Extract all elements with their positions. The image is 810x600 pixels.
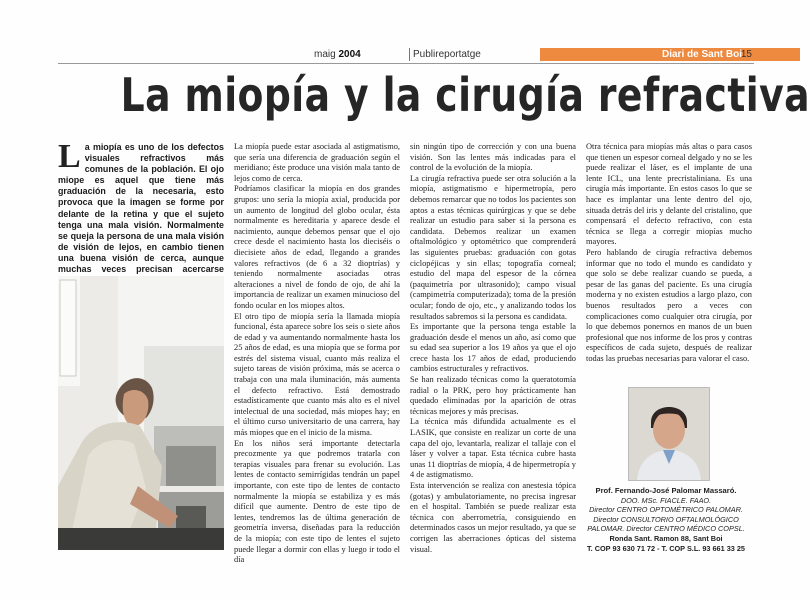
paragraph: Se han realizado técnicas como la queratotomía radial o la PRK, pero hoy prácticamente han quedado eliminadas por la aparición de otras técnicas mejores y más precisas. — [410, 375, 576, 416]
clinic-phones: T. COP 93 630 71 72 - T. COP S.L. 93 661 33 25 — [587, 543, 745, 553]
page-header — [58, 46, 754, 64]
paragraph: Otra técnica para miopías más altas o para casos que tienen un espesor corneal delgado y no se les puede realizar el láser, es el implante de una lente ICL, una lente precristaliniana. Es una cirugía más importante. En estos casos lo que se hace es implantar una lente dentro del ojo, situada detrás del iris y delante del cristalino, que compensará el defecto refractivo, con esta técnica se llega a corregir miopías mucho mayores. — [586, 142, 752, 247]
section-label: Publireportatge — [413, 49, 481, 60]
paragraph: sin ningún tipo de corrección y con una buena visión. Son las lentes más indicadas para el control de la evolución de la miopía. — [410, 142, 576, 173]
author-role-2: Director CONSULTORIO OFTALMOLÓGICO — [593, 514, 739, 524]
drop-cap: L — [58, 138, 81, 175]
paragraph: La miopía puede estar asociada al astigmatismo, que sería una diferencia de graduación según el meridiano; éste produce una visión mala tanto de lejos como de cerca. — [234, 142, 400, 183]
author-credentials: DOO. MSc. FIACLE. FAAO. — [620, 495, 712, 505]
article-column-4 — [586, 142, 752, 380]
issue-date — [314, 49, 361, 60]
author-role-1: Director CENTRO OPTOMÉTRICO PALOMAR. — [589, 505, 743, 515]
article-column-2 — [234, 142, 400, 565]
paragraph: En los niños será importante detectarla precozmente ya que podremos tratarla con terapias visuales para frenar su evolución. Las lentes de contacto semirrígidas tendrán un papel importante, con este tipo de lentes de contacto normalmente la miopía se estabiliza y es más difícil que aumente. Dentro de este tipo de lentes, tendremos las de última generación de geometría inversa, diseñadas para la reducción de la miopía; con este tipo de lentes el sujeto puede llegar a dormir con ellas y luego ir todo el día — [234, 438, 400, 565]
paragraph: Podríamos clasificar la miopía en dos grandes grupos: uno sería la miopía axial, producida por un aumento de longitud del globo ocular, ésta normalmente es hereditaria y aparece desde el nacimiento, aunque debemos pensar que el ojo crece desde el nacimiento hasta los dieciséis o diecisiete años de edad, llegando a grandes valores refractivos (de 6 a 32 dioptrías) y teniendo normalmente asociadas otras alteraciones a nivel de fondo de ojo, de ahí la importancia de realizar un examen minucioso del fondo ocular en los miopes altos. — [234, 184, 400, 310]
paragraph: El otro tipo de miopía sería la llamada miopía funcional, ésta aparece sobre los seis o siete años de edad y va aumentando normalmente hasta los 25 años de edad, es una miopía que se forma por estrés del sistema visual, cuanto más realiza el sujeto tareas de visión próxima, más se acerca o trabaja con una mala iluminación, más aumenta el defecto refractivo. Está demostrado estadísticamente que cuanto más alto es el nivel intelectual de una sociedad, más miopes hay; en el último curso universitario de una carrera, hay más miopes que en el inicio de la misma. — [234, 311, 400, 438]
paragraph: La técnica más difundida actualmente es el LASIK, que consiste en realizar un corte de una capa del ojo, levantarla, realizar el tallaje con el láser y volver a tapar. Esta técnica cubre hasta unas 11 dioptrías de miopía, 4 de hipermetropía y 4 de astigmatismo. — [410, 417, 576, 480]
header-rule — [58, 63, 754, 64]
issue-year: 2004 — [338, 49, 361, 60]
author-name: Prof. Fernando-José Palomar Massaró. — [595, 486, 737, 495]
eye-exam-photo — [58, 276, 224, 550]
header-divider — [409, 48, 410, 61]
lead-text: a miopía es uno de los defectos visuales refractivos más comunes de la población. El ojo miope es aquel que tiene más graduación de la necesaria, esto provoca que la imagen se forme por delante de la retina y que el sujeto tenga una mala visión. Normalmente se queja la persona de una mala visión de visión de lejos, en cambio tienen una buena visión de cerca, aunque muchas veces precisan acercarse — [58, 142, 224, 275]
author-portrait-photo — [628, 387, 710, 481]
issue-month: maig — [314, 49, 336, 60]
author-role-3: PALOMAR. Director CENTRO MÉDICO COPSL. — [587, 524, 745, 534]
clinic-address: Ronda Sant. Ramon 88, Sant Boi — [609, 533, 723, 543]
article-headline: La miopía y la cirugía refractiva — [120, 68, 810, 122]
paragraph: Esta intervención se realiza con anestesia tópica (gotas) y ambulatoriamente, no precisa ingresar en el hospital. También se puede realizar esta técnica con aberrometría, consiguiendo en determinados casos un mejor resultado, ya que se corrigen las aberraciones ópticas del sistema visual. — [410, 481, 576, 554]
article-column-3 — [410, 142, 576, 554]
page-number: 15 — [740, 49, 752, 60]
paragraph: La cirugía refractiva puede ser otra solución a la miopía, astigmatismo e hipermetropía, pero debemos remarcar que no todos los pacientes son aptos a estas técnicas quirúrgicas y que se debe realizar un estudio para saber si la persona es candidata. Debemos realizar un examen oftalmológico y optométrico que comprenderá las siguientes pruebas: graduación con gotas ciclopéjicas y sin ellas; topografía corneal; estudio del mapa del espesor de la córnea (paquimetría por ultrasonido); campo visual (campimetría computerizada); toma de la presión ocular; fondo de ojo, etc., y analizando todos los resultados sabremos si la persona es candidata. — [410, 173, 576, 321]
article-lead — [58, 138, 224, 275]
paragraph: Pero hablando de cirugía refractiva debemos informar que no todo el mundo es candidato y que solo se debe realizar cuando se pueda, a pesar de las ganas del paciente. Es una cirugía moderna y no existen estudios a largo plazo, con buenos resultados pero a veces con complicaciones como cualquier otra cirugía, por lo que debemos ponernos en manos de un buen profesional que nos informe de los pros y contras específicos de cada sujeto, después de realizar todas las pruebas necesarias para valorar el caso. — [586, 247, 752, 363]
newspaper-name: Diari de Sant Boi — [662, 49, 743, 60]
author-caption — [586, 486, 746, 553]
paragraph: Es importante que la persona tenga estable la graduación desde el menos un año, así como que su edad sea superior a los 19 años ya que el ojo crece hasta los 17 años de edad, produciendo cambios estructurales y refractivos. — [410, 322, 576, 374]
